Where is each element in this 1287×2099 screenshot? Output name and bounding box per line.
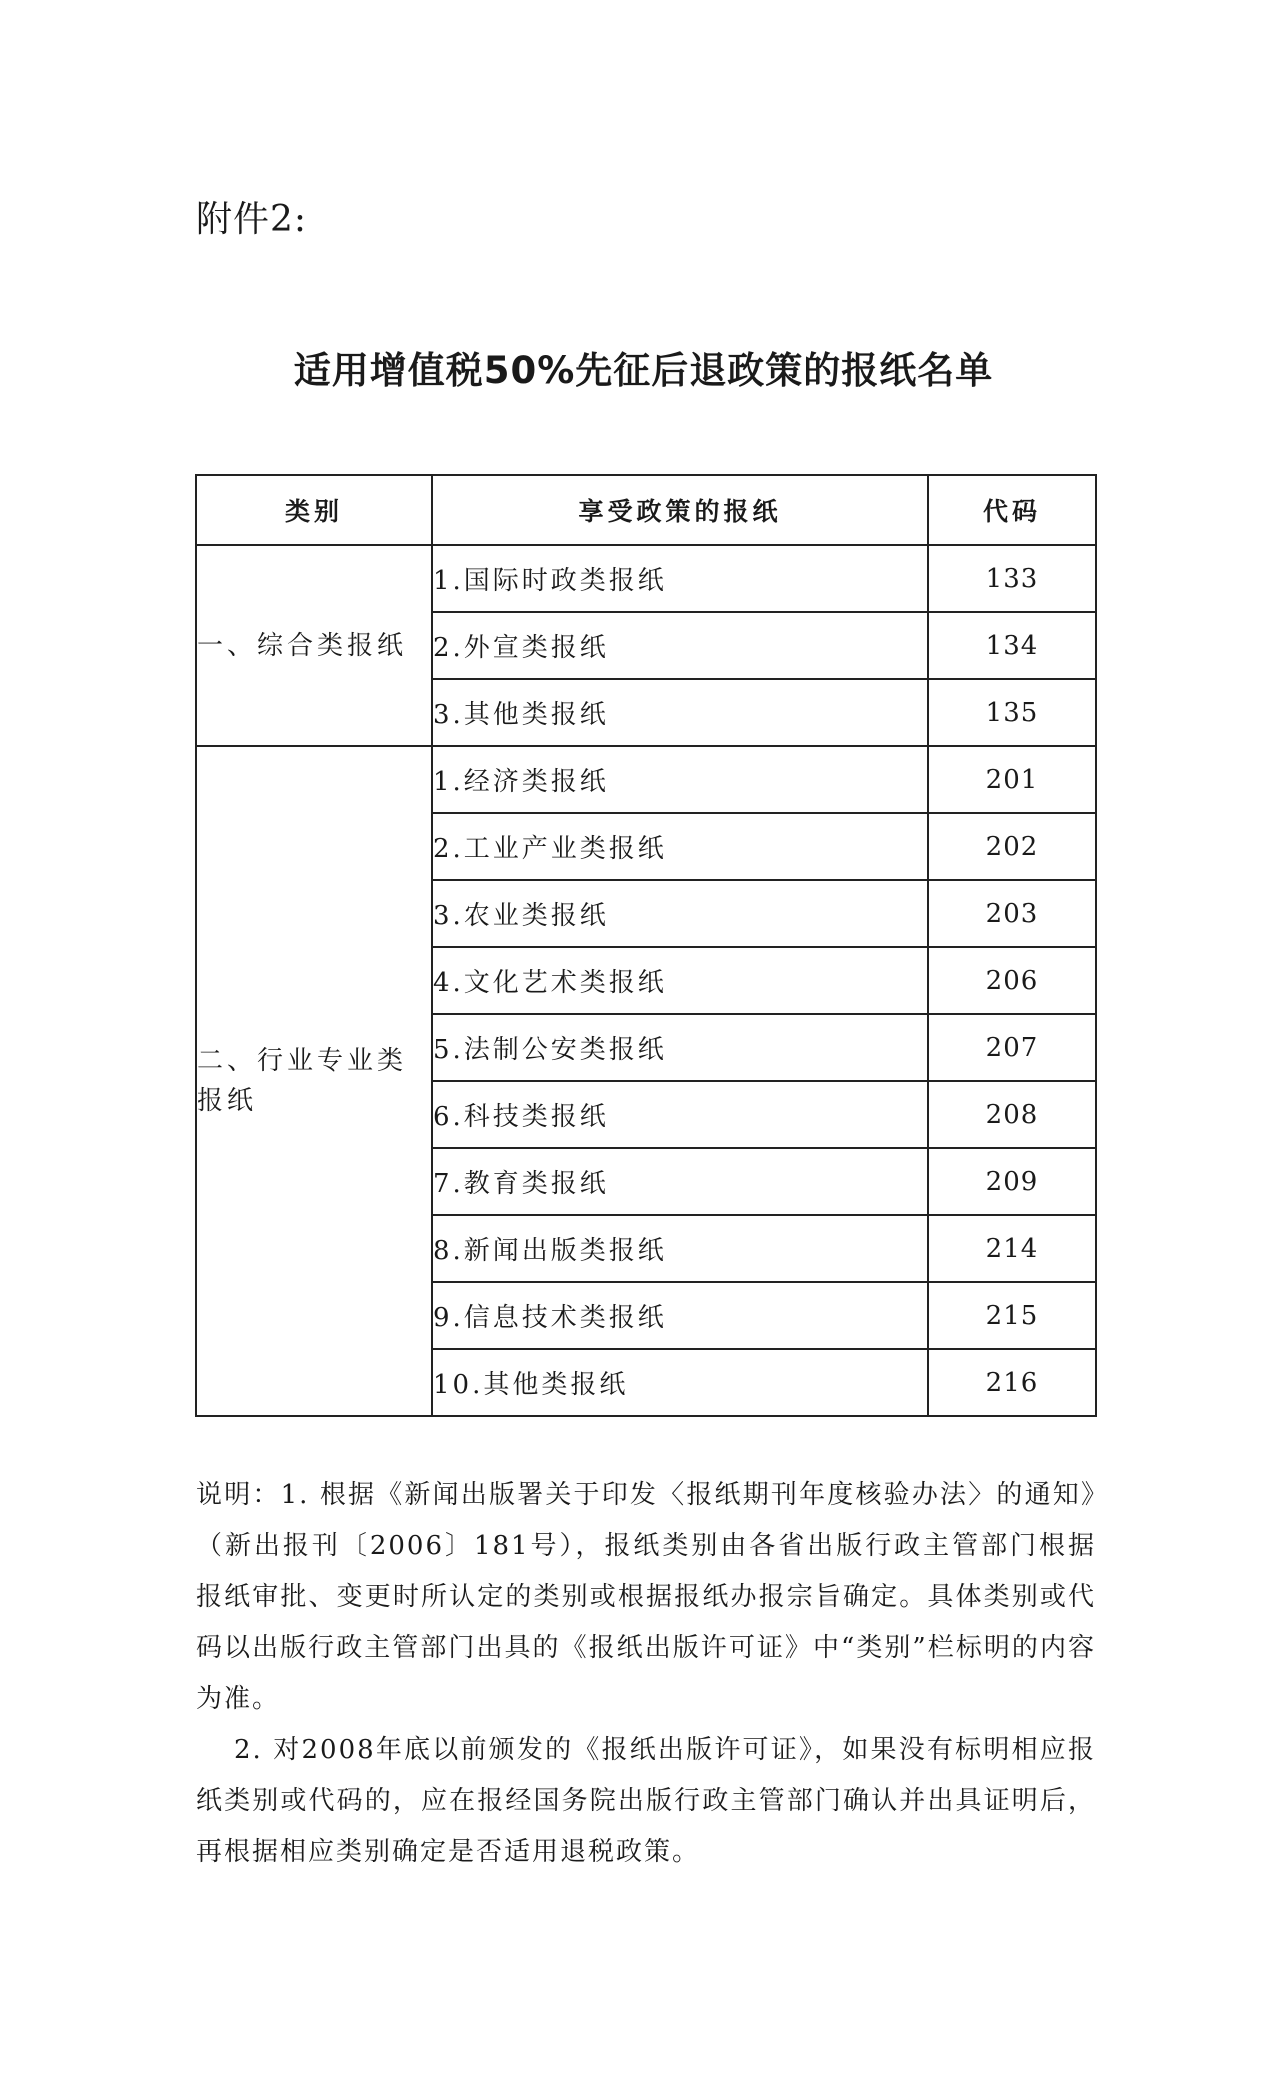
newspaper-cell: 1.经济类报纸 <box>432 746 928 813</box>
code-cell: 208 <box>928 1081 1096 1148</box>
table-row <box>196 545 1096 612</box>
header-category: 类别 <box>196 475 432 545</box>
code-cell: 133 <box>928 545 1096 612</box>
newspaper-cell: 2.工业产业类报纸 <box>432 813 928 880</box>
code-cell: 214 <box>928 1215 1096 1282</box>
table-row <box>196 746 1096 813</box>
code-cell: 215 <box>928 1282 1096 1349</box>
newspaper-list-table <box>195 474 1097 1417</box>
newspaper-cell: 7.教育类报纸 <box>432 1148 928 1215</box>
header-code: 代码 <box>928 475 1096 545</box>
newspaper-cell: 3.农业类报纸 <box>432 880 928 947</box>
category-cell: 一、综合类报纸 <box>196 545 432 746</box>
note-1: 说明：1. 根据《新闻出版署关于印发〈报纸期刊年度核验办法〉的通知》（新出报刊〔2006〕181号），报纸类别由各省出版行政主管部门根据报纸审批、变更时所认定的类别或根据报纸办报宗旨确定。具体类别或代码以出版行政主管部门出具的《报纸出版许可证》中“类别”栏标明的内容为准。 <box>196 1480 1096 1714</box>
header-newspaper: 享受政策的报纸 <box>432 475 928 545</box>
newspaper-cell: 1.国际时政类报纸 <box>432 545 928 612</box>
newspaper-cell: 6.科技类报纸 <box>432 1081 928 1148</box>
notes-section <box>196 1470 1096 1878</box>
newspaper-cell: 4.文化艺术类报纸 <box>432 947 928 1014</box>
code-cell: 216 <box>928 1349 1096 1416</box>
code-cell: 209 <box>928 1148 1096 1215</box>
newspaper-cell: 8.新闻出版类报纸 <box>432 1215 928 1282</box>
code-cell: 203 <box>928 880 1096 947</box>
newspaper-cell: 9.信息技术类报纸 <box>432 1282 928 1349</box>
document-title: 适用增值税50%先征后退政策的报纸名单 <box>293 349 994 392</box>
category-cell: 二、行业专业类报纸 <box>196 746 432 1416</box>
code-cell: 206 <box>928 947 1096 1014</box>
code-cell: 207 <box>928 1014 1096 1081</box>
note-2: 2. 对2008年底以前颁发的《报纸出版许可证》，如果没有标明相应报纸类别或代码的，应在报经国务院出版行政主管部门确认并出具证明后，再根据相应类别确定是否适用退税政策。 <box>196 1735 1096 1867</box>
code-cell: 202 <box>928 813 1096 880</box>
newspaper-cell: 2.外宣类报纸 <box>432 612 928 679</box>
newspaper-cell: 10.其他类报纸 <box>432 1349 928 1416</box>
code-cell: 134 <box>928 612 1096 679</box>
code-cell: 135 <box>928 679 1096 746</box>
attachment-label: 附件2: <box>196 199 308 240</box>
code-cell: 201 <box>928 746 1096 813</box>
table-header-row <box>196 475 1096 545</box>
newspaper-cell: 5.法制公安类报纸 <box>432 1014 928 1081</box>
newspaper-cell: 3.其他类报纸 <box>432 679 928 746</box>
